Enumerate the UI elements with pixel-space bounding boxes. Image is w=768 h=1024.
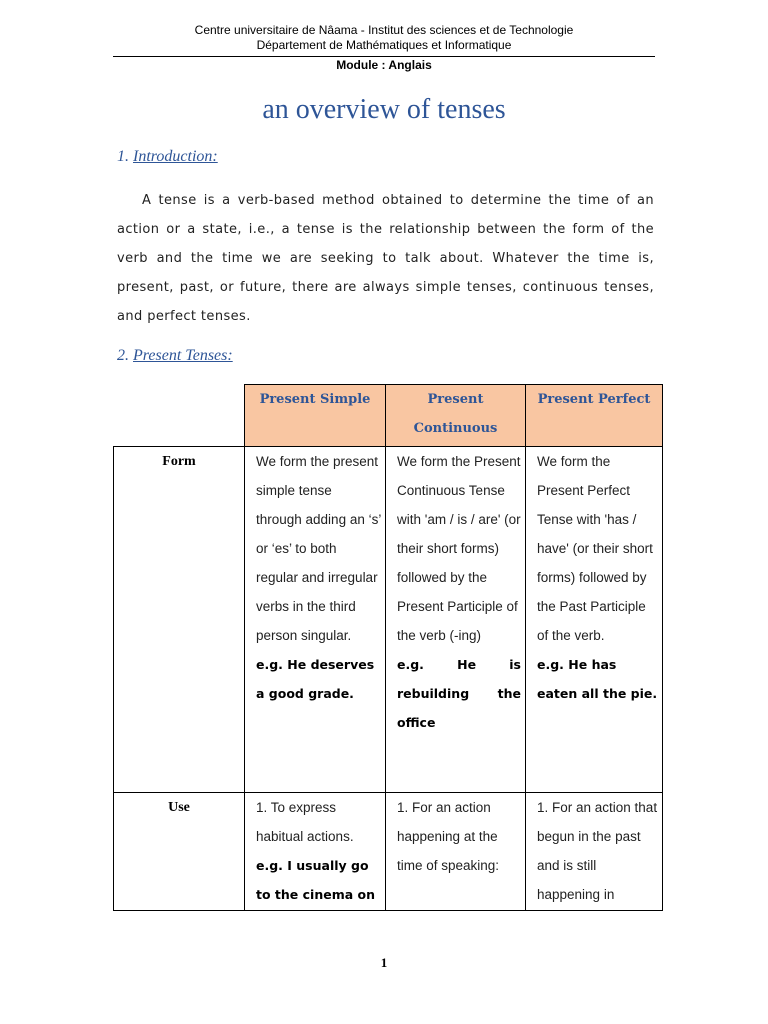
page-number: 1 bbox=[380, 955, 388, 970]
column-header: Present Perfect bbox=[526, 385, 663, 447]
column-header: Present Simple bbox=[245, 385, 386, 447]
section-number: 1. bbox=[117, 148, 129, 165]
cell-example: e.g. I usually go to the cinema on bbox=[256, 858, 375, 902]
table-cell bbox=[245, 793, 386, 911]
row-label: Use bbox=[114, 793, 245, 911]
header-divider bbox=[113, 56, 655, 57]
cell-example: e.g. He deserves a good grade. bbox=[256, 657, 375, 701]
table-row bbox=[114, 447, 663, 793]
introduction-paragraph bbox=[117, 186, 654, 331]
section-heading-introduction bbox=[117, 148, 218, 166]
table-cell bbox=[245, 447, 386, 793]
introduction-text: A tense is a verb-based method obtained to determine the time of an action or a state, i.e., a tense is the relationship between the form of the verb and the time we are seeking to talk about. Whatever the time is, present, past, or future, there are always simple tenses, continuous tenses, and perfect tenses. bbox=[117, 193, 654, 324]
table-row bbox=[114, 793, 663, 911]
institution-header bbox=[0, 23, 768, 53]
cell-text: We form the present simple tense through adding an ‘s’ or ‘es’ to both regular and irregular verbs in the third person singular. bbox=[256, 454, 381, 643]
tenses-table bbox=[113, 384, 663, 911]
section-title: Present Tenses: bbox=[133, 347, 233, 364]
page-title: an overview of tenses bbox=[262, 94, 506, 125]
table-cell bbox=[526, 793, 663, 911]
cell-text: We form the Present Continuous Tense with 'am / is / are' (or their short forms) followed by the Present Participle of the verb (-ing) bbox=[397, 454, 521, 643]
header-line-2: Département de Mathématiques et Informatique bbox=[256, 38, 512, 52]
header-line-1: Centre universitaire de Nâama - Institut des sciences et de Technologie bbox=[194, 23, 574, 37]
table-header-row bbox=[114, 385, 663, 447]
table-cell bbox=[526, 447, 663, 793]
row-label: Form bbox=[114, 447, 245, 793]
cell-text: 1. To express habitual actions. bbox=[256, 800, 354, 844]
section-heading-present-tenses bbox=[117, 347, 233, 365]
module-label: Module : Anglais bbox=[336, 58, 432, 72]
cell-text: 1. For an action that begun in the past and is still happening in bbox=[537, 800, 658, 902]
table-cell bbox=[386, 447, 526, 793]
cell-example: e.g. He has eaten all the pie. bbox=[537, 657, 658, 701]
header-empty-cell bbox=[114, 385, 245, 447]
section-number: 2. bbox=[117, 347, 129, 364]
table-cell bbox=[386, 793, 526, 911]
cell-text: 1. For an action happening at the time of speaking: bbox=[397, 800, 500, 873]
section-title: Introduction: bbox=[133, 148, 218, 165]
cell-text: We form the Present Perfect Tense with 'has / have' (or their short forms) followed by the Past Participle of the verb. bbox=[537, 454, 653, 643]
cell-example: e.g. He is rebuilding the office bbox=[397, 657, 521, 730]
column-header: Present Continuous bbox=[386, 385, 526, 447]
